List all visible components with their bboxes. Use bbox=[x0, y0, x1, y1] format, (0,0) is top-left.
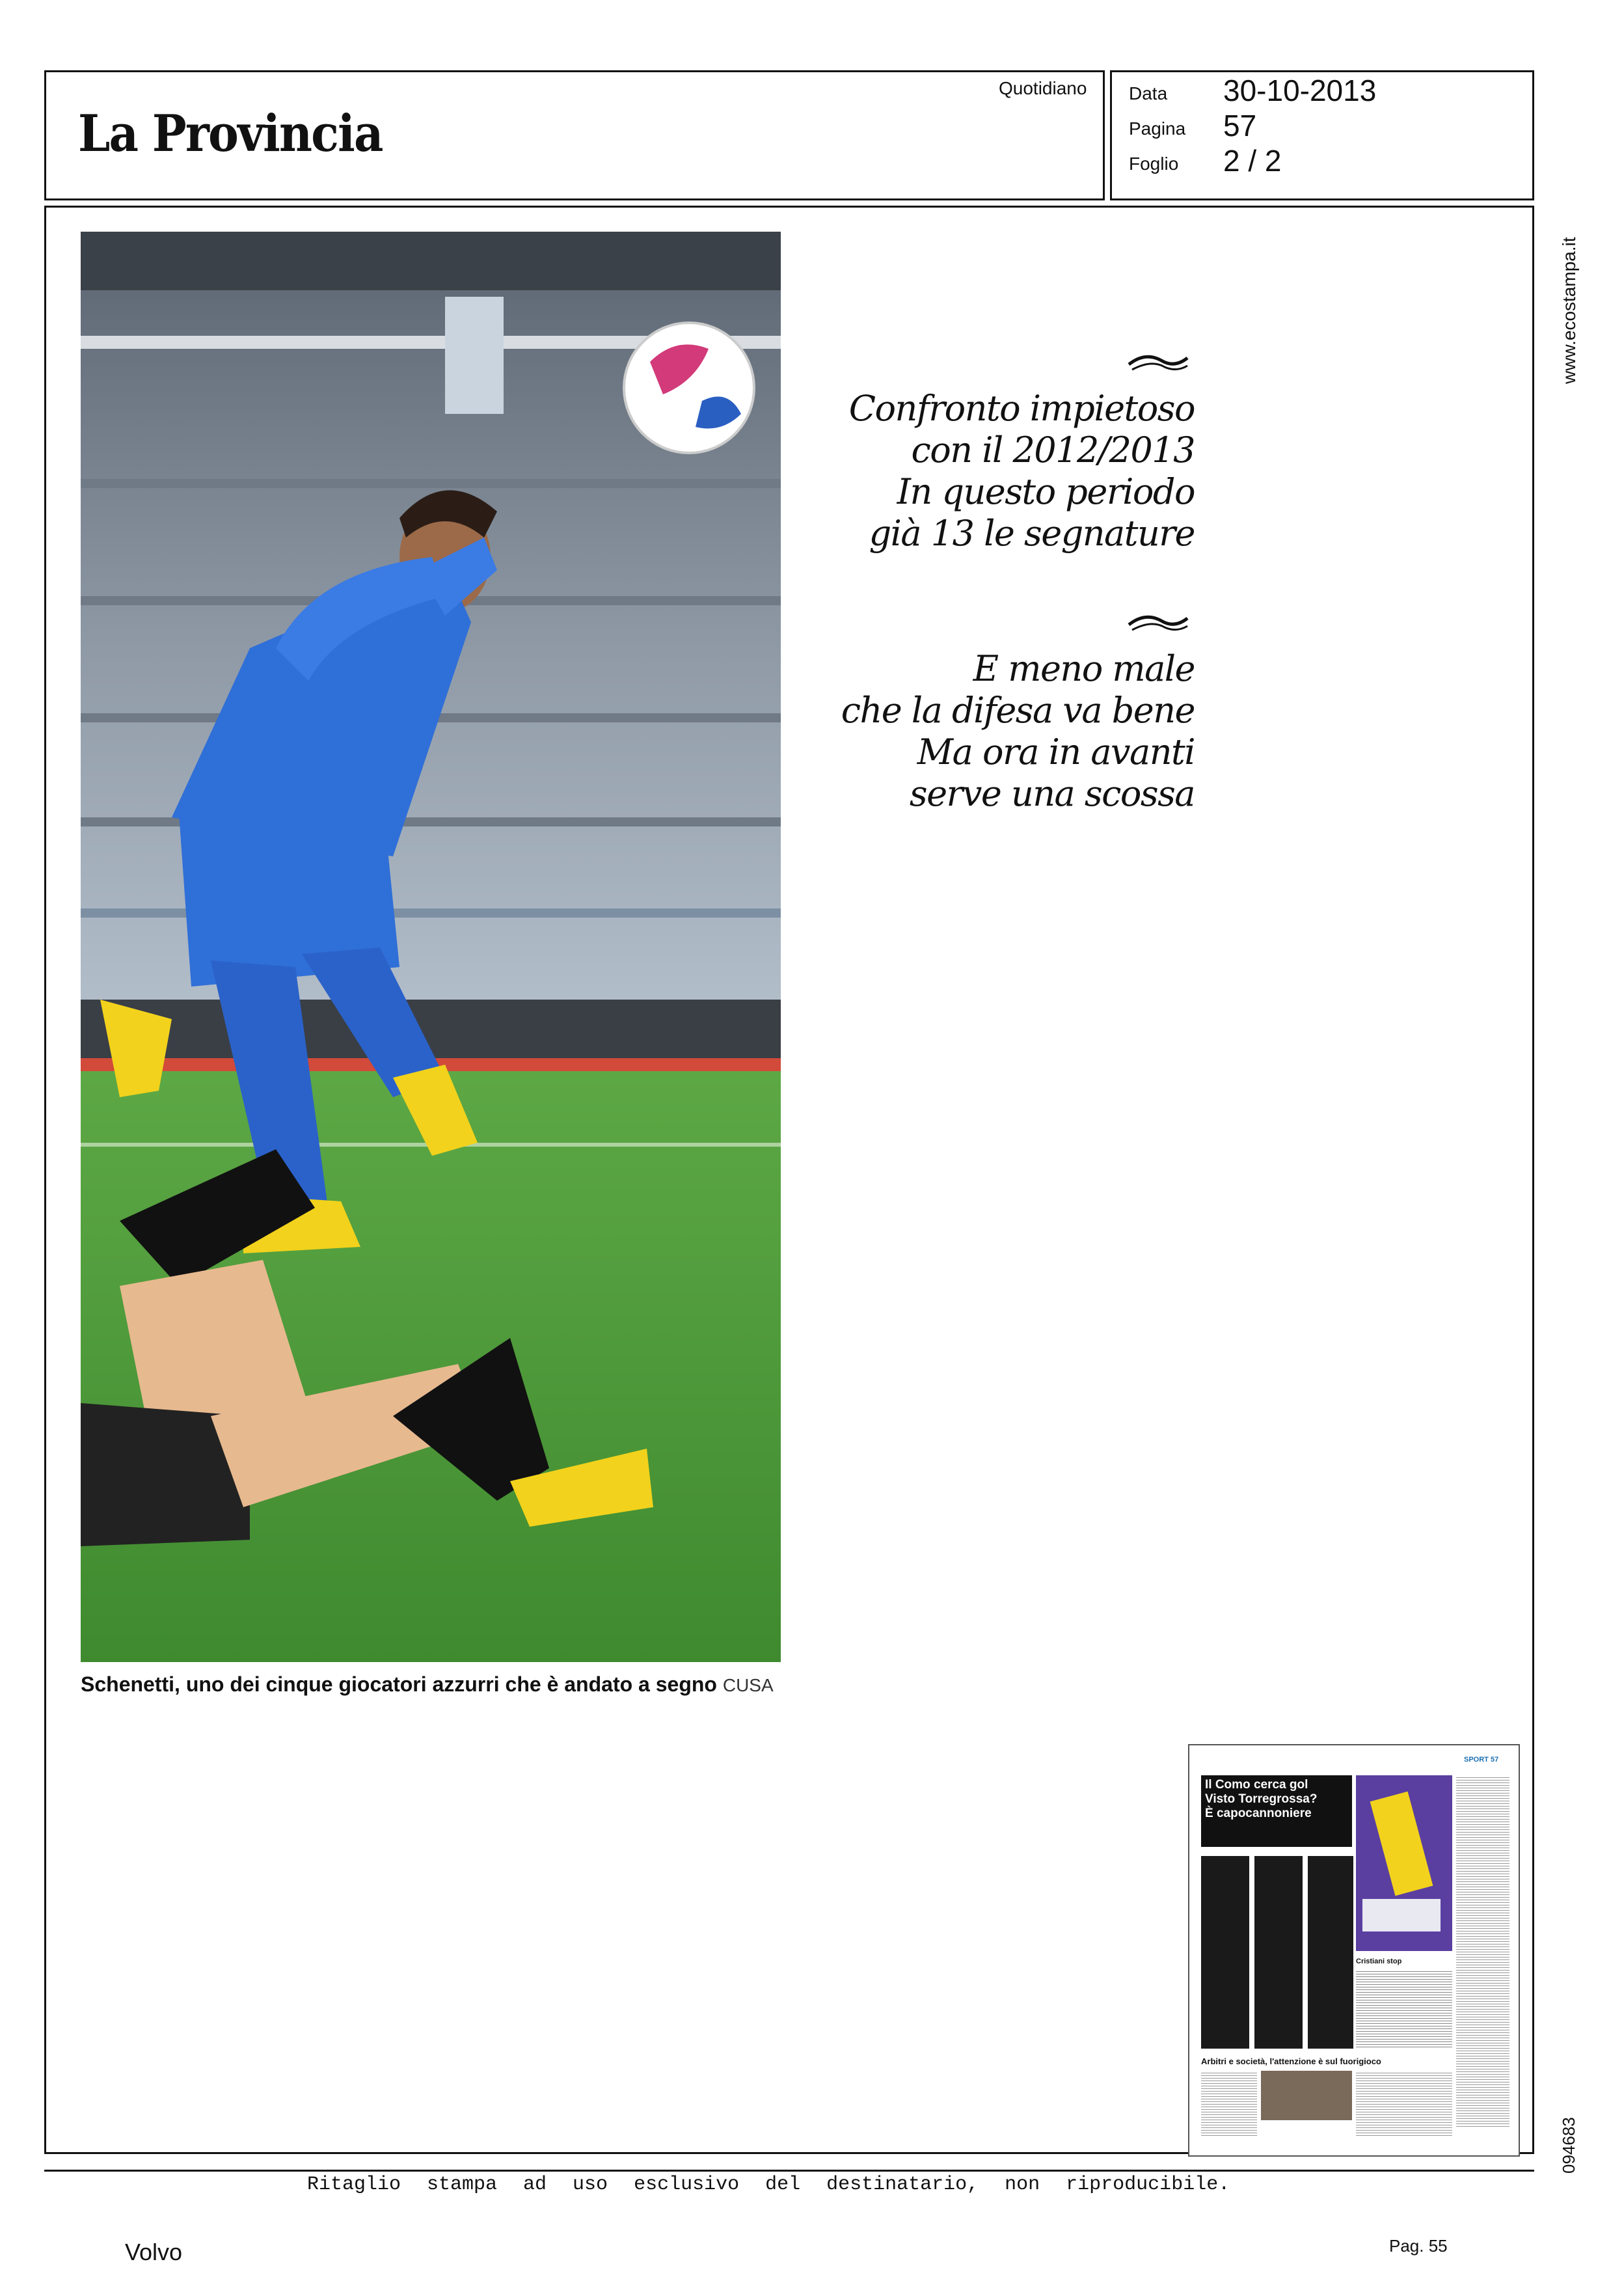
pull-quote-line: con il 2012/2013 bbox=[911, 430, 1195, 471]
meta-page-value: 57 bbox=[1223, 109, 1257, 143]
pull-quote-2 bbox=[830, 648, 1195, 815]
football-photo bbox=[81, 232, 781, 1662]
thumb-headline bbox=[1201, 1775, 1352, 1823]
meta-date-value: 30-10-2013 bbox=[1223, 74, 1377, 107]
thumb-headline-line: È capocannoniere bbox=[1205, 1807, 1312, 1820]
pull-quote-line: serve una scossa bbox=[909, 773, 1195, 814]
photo-caption bbox=[81, 1672, 774, 1697]
clipping-code: 094683 bbox=[1559, 2117, 1578, 2174]
thumb-side-head: Cristiani stop bbox=[1356, 1958, 1402, 1965]
masthead: La Provincia bbox=[78, 104, 383, 163]
thumb-section: SPORT bbox=[1464, 1756, 1489, 1764]
meta-page-label: Pagina bbox=[1129, 118, 1186, 139]
thumb-headline-line: Il Como cerca gol bbox=[1205, 1778, 1308, 1792]
clipping-page-number: Pag. 55 bbox=[1389, 2236, 1448, 2256]
flourish-icon bbox=[1126, 351, 1191, 374]
thumb-headline-line: Visto Torregrossa? bbox=[1205, 1792, 1318, 1806]
pull-quote-line: In questo periodo bbox=[897, 471, 1195, 512]
meta-sheet-label: Foglio bbox=[1129, 154, 1179, 174]
page-thumbnail bbox=[1188, 1744, 1520, 2157]
meta-sheet-value: 2 / 2 bbox=[1223, 144, 1282, 178]
copyright-notice: Ritaglio stampa ad uso esclusivo del destinatario, non riproducibile. bbox=[307, 2174, 1230, 2196]
client-name: Volvo bbox=[125, 2239, 183, 2265]
pull-quote-line: Confronto impietoso bbox=[848, 388, 1195, 429]
pull-quote-line: già 13 le segnature bbox=[869, 513, 1195, 554]
photo-credit: CUSA bbox=[722, 1675, 774, 1695]
thumb-photo bbox=[1356, 1775, 1452, 1951]
pull-quote-line: Ma ora in avanti bbox=[917, 731, 1195, 772]
stadium-roof bbox=[81, 232, 781, 290]
periodicity: Quotidiano bbox=[999, 78, 1087, 98]
pull-quote-1 bbox=[830, 388, 1195, 554]
footer-divider bbox=[44, 2170, 1534, 2172]
thumb-small-photo bbox=[1261, 2071, 1352, 2120]
source-url: www.ecostampa.it bbox=[1559, 237, 1579, 384]
meta-date-label: Data bbox=[1129, 83, 1168, 103]
flourish-icon bbox=[1126, 612, 1191, 634]
thumb-headline-block bbox=[1201, 1775, 1352, 1847]
ball bbox=[624, 323, 754, 453]
thumb-subhead: Arbitri e società, l'attenzione è sul fuorigioco bbox=[1201, 2056, 1381, 2066]
caption-text: Schenetti, uno dei cinque giocatori azzurri che è andato a segno bbox=[81, 1672, 717, 1696]
pull-quote-line: che la difesa va bene bbox=[841, 690, 1195, 731]
thumb-page: 57 bbox=[1490, 1756, 1499, 1764]
pull-quote-line: E meno male bbox=[973, 648, 1195, 689]
